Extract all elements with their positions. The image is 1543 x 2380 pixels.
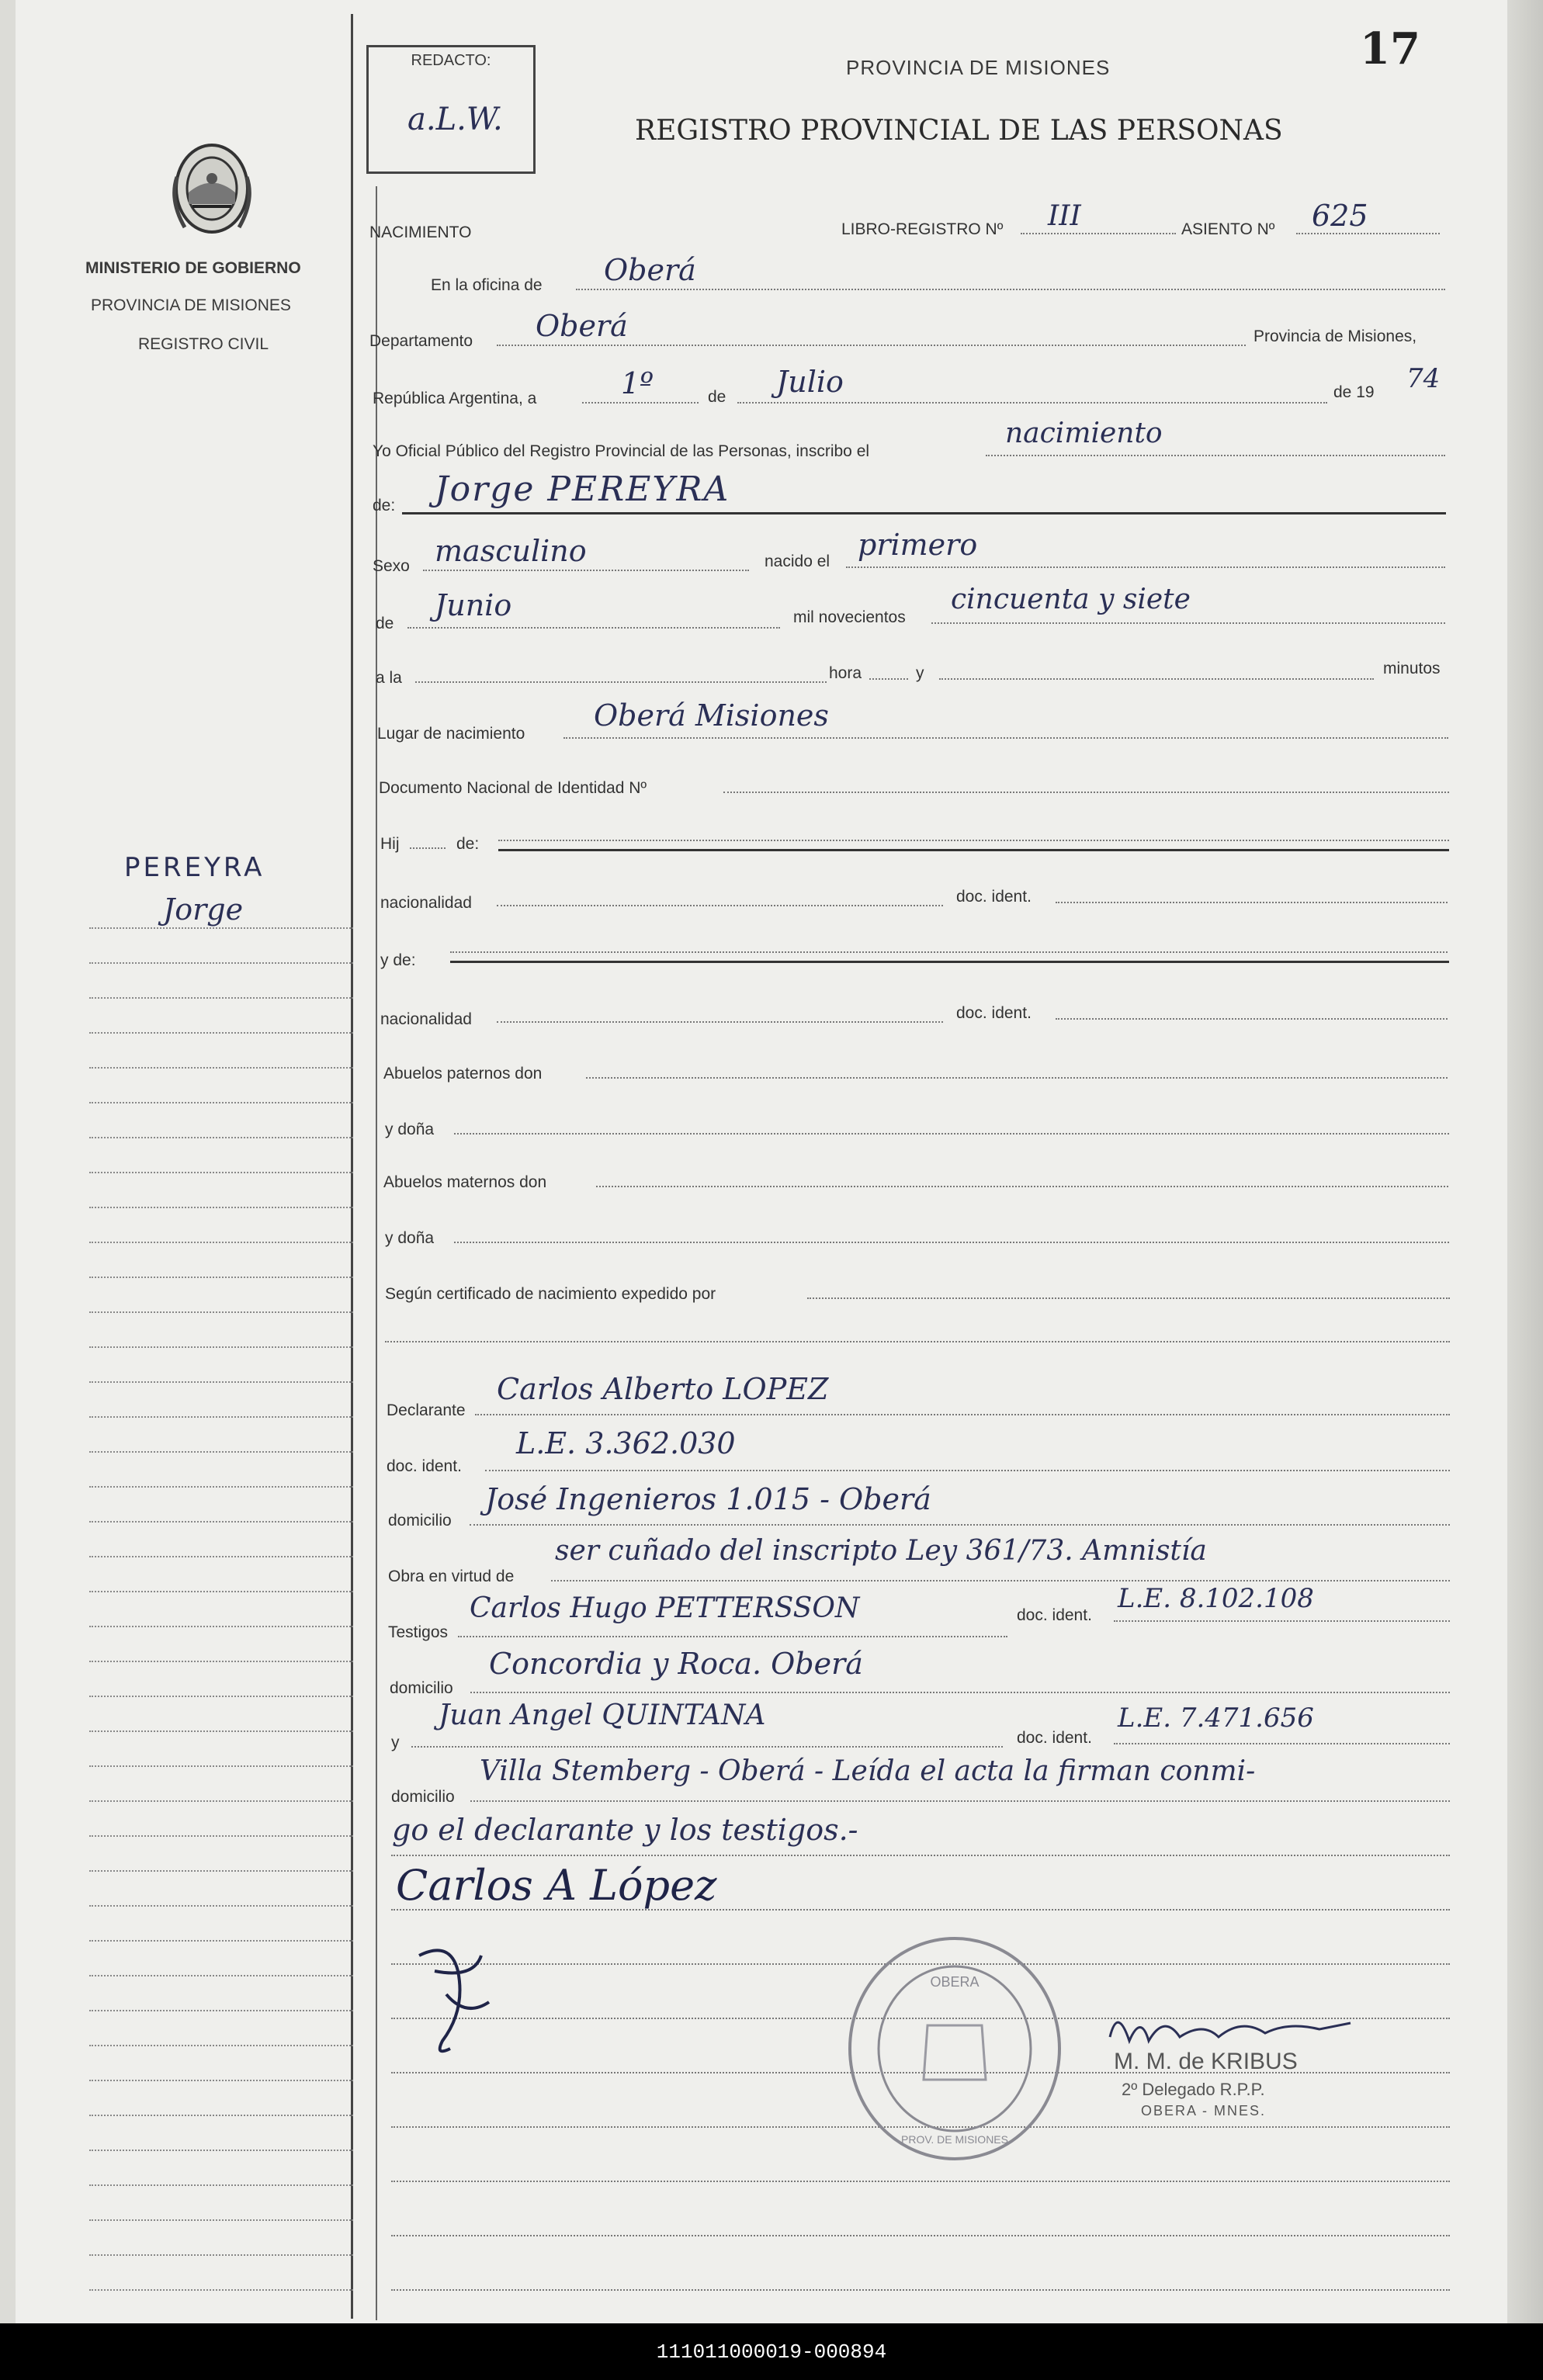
nacido-line: [846, 566, 1445, 568]
registrant-name: Jorge PEREYRA: [435, 469, 730, 509]
departamento-line: [497, 345, 1246, 346]
redacto-initials: a.L.W.: [407, 102, 503, 137]
minutos-label: minutos: [1383, 660, 1441, 677]
margin-line: [89, 1172, 353, 1173]
month-line: [737, 402, 1327, 404]
segun-line: [807, 1297, 1450, 1299]
parent1-dotted: [498, 840, 1449, 841]
margin-line: [89, 2254, 353, 2256]
y-dona2-line: [454, 1242, 1449, 1243]
mil-value: cincuenta y siete: [951, 584, 1191, 615]
domicilio3-value: Villa Stemberg - Oberá - Leída el acta la firman conmi-: [480, 1755, 1256, 1787]
margin-line: [89, 1556, 353, 1557]
margin-line: [89, 2010, 353, 2011]
declarante-label: Declarante: [387, 1401, 466, 1419]
oficina-label: En la oficina de: [431, 276, 543, 294]
oficial-value: nacimiento: [1005, 417, 1163, 449]
de-parent-label: de:: [456, 835, 480, 853]
year-label: de 19: [1333, 383, 1375, 401]
margin-line: [89, 1451, 353, 1453]
official-name: M. M. de KRIBUS: [1114, 2049, 1298, 2074]
margin-line: [89, 1277, 353, 1278]
margin-line: [89, 2045, 353, 2046]
margin-line: [89, 1870, 353, 1872]
margin-line: [89, 1137, 353, 1138]
sexo-label: Sexo: [373, 557, 410, 575]
dni-line: [723, 792, 1449, 793]
margin-line: [89, 1416, 353, 1418]
hij-line: [410, 847, 446, 849]
redacto-label: REDACTO:: [411, 52, 491, 69]
abuelos-paternos-label: Abuelos paternos don: [383, 1065, 543, 1083]
oficina-value: Oberá: [604, 253, 696, 287]
year-value: 74: [1406, 363, 1441, 394]
margin-line: [89, 1940, 353, 1942]
margin-line: [89, 2219, 353, 2221]
margin-given-name: Jorge: [163, 892, 244, 927]
registry-title: REGISTRO PROVINCIAL DE LAS PERSONAS: [635, 115, 1283, 147]
testigo1-value: Carlos Hugo PETTERSSON: [470, 1592, 860, 1624]
y-de-label: y de:: [380, 951, 416, 969]
oficina-line: [576, 289, 1445, 290]
parent2-dotted: [450, 951, 1448, 953]
docident4-label: doc. ident.: [1017, 1606, 1092, 1624]
day-line: [582, 402, 699, 404]
y-dona1-line: [454, 1133, 1449, 1135]
y-dona1-label: y doña: [385, 1121, 435, 1138]
civil-registry-line: REGISTRO CIVIL: [138, 335, 269, 353]
margin-line: [89, 1975, 353, 1976]
de-label: de: [708, 388, 726, 406]
docident5-value: L.E. 7.471.656: [1118, 1703, 1314, 1734]
margin-line: [89, 962, 353, 964]
margin-line: [89, 1067, 353, 1069]
departamento-label: Departamento: [369, 332, 473, 350]
oficial-label: Yo Oficial Público del Registro Provincial de las Personas, inscribo el: [373, 442, 870, 460]
margin-line: [89, 1381, 353, 1383]
mil-line: [931, 622, 1445, 624]
y-dona2-label: y doña: [385, 1229, 435, 1247]
margin-line: [89, 1486, 353, 1488]
hora-label: hora: [829, 664, 862, 682]
margin-line: [89, 1242, 353, 1243]
margin-line: [89, 1765, 353, 1767]
parent1-line: [498, 849, 1449, 851]
hora-line: [869, 678, 908, 680]
lugar-label: Lugar de nacimiento: [377, 725, 525, 743]
page-left-edge: [0, 0, 16, 2323]
blank-line: [391, 2181, 1450, 2182]
province-line: PROVINCIA DE MISIONES: [91, 296, 291, 314]
asiento-label: ASIENTO Nº: [1181, 220, 1275, 238]
margin-line: [89, 1696, 353, 1697]
declarante-line: [475, 1414, 1450, 1415]
month2-value: Junio: [435, 588, 512, 622]
a-la-line: [415, 681, 827, 683]
docident1-line: [1056, 902, 1448, 903]
sexo-line: [423, 570, 749, 571]
segun-line-2: [385, 1341, 1450, 1342]
domicilio2-value: Concordia y Roca. Oberá: [489, 1647, 863, 1681]
libro-value: III: [1048, 200, 1081, 232]
closing-line: [391, 1855, 1450, 1856]
closing-text: go el declarante y los testigos.-: [392, 1813, 858, 1847]
testigos-label: Testigos: [388, 1623, 449, 1641]
margin-line: [89, 1730, 353, 1732]
testigo1-line: [458, 1636, 1007, 1637]
margin-rule: [351, 14, 353, 2319]
official-place: OBERA - MNES.: [1141, 2103, 1267, 2118]
declarante-signature: Carlos A López: [396, 1861, 717, 1910]
month-value: Julio: [776, 365, 844, 399]
docident2-label: doc. ident.: [956, 1004, 1032, 1022]
nacionalidad2-label: nacionalidad: [380, 1010, 472, 1028]
margin-line: [89, 1311, 353, 1313]
day-value: 1º: [621, 366, 654, 400]
docident5-label: doc. ident.: [1017, 1729, 1092, 1747]
docident3-line: [485, 1470, 1450, 1471]
margin-line: [89, 1207, 353, 1208]
margin-line: [89, 1102, 353, 1103]
docident2-line: [1056, 1018, 1448, 1020]
domicilio1-line: [470, 1524, 1450, 1526]
abuelos-paternos-line: [586, 1077, 1448, 1079]
margin-line: [89, 1661, 353, 1662]
domicilio1-label: domicilio: [388, 1512, 452, 1530]
nacionalidad2-line: [497, 1021, 943, 1023]
mil-label: mil novecientos: [793, 608, 906, 626]
margin-surname: PEREYRA: [124, 852, 265, 883]
witness-signature-icon: [404, 1924, 512, 2064]
sexo-value: masculino: [435, 534, 587, 568]
hij-label: Hij: [380, 835, 400, 853]
domicilio2-line: [470, 1692, 1450, 1693]
image-id-footer: 111011000019-000894: [0, 2323, 1543, 2380]
obra-line: [551, 1580, 1450, 1581]
seal-top-text: OBERA: [930, 1974, 980, 1990]
testigo2-line: [411, 1746, 1003, 1748]
margin-line: [89, 2184, 353, 2186]
domicilio2-label: domicilio: [390, 1679, 453, 1697]
official-title: 2º Delegado R.P.P.: [1122, 2080, 1265, 2099]
domicilio1-value: José Ingenieros 1.015 - Oberá: [485, 1482, 931, 1516]
nacido-value: primero: [858, 528, 978, 562]
nacido-label: nacido el: [765, 553, 830, 570]
margin-line: [89, 2150, 353, 2151]
docident4-line: [1114, 1620, 1450, 1622]
blank-line: [391, 2289, 1450, 2291]
docident1-label: doc. ident.: [956, 888, 1032, 906]
parent2-line: [450, 961, 1449, 963]
margin-line: [89, 1032, 353, 1034]
provincial-emblem-icon: [161, 130, 262, 247]
y2-label: y: [391, 1734, 400, 1751]
docident5-line: [1114, 1743, 1450, 1744]
obra-value: ser cuñado del inscripto Ley 361/73. Amnistía: [555, 1535, 1207, 1567]
docident3-value: L.E. 3.362.030: [516, 1426, 736, 1460]
ministry-line: MINISTERIO DE GOBIERNO: [85, 259, 301, 277]
folio-number: 17: [1360, 23, 1420, 74]
y-label: y: [916, 664, 924, 682]
dni-label: Documento Nacional de Identidad Nº: [379, 779, 647, 797]
margin-line: [89, 927, 353, 929]
oficial-line: [986, 455, 1445, 456]
redacto-box: [366, 45, 536, 174]
blank-line: [391, 2235, 1450, 2236]
lugar-value: Oberá Misiones: [594, 698, 829, 733]
domicilio3-label: domicilio: [391, 1788, 455, 1806]
testigo2-value: Juan Angel QUINTANA: [439, 1699, 766, 1731]
segun-label: Según certificado de nacimiento expedido por: [385, 1285, 716, 1303]
month2-line: [407, 627, 780, 629]
obra-label: Obra en virtud de: [388, 1568, 515, 1585]
republica-label: República Argentina, a: [373, 390, 537, 407]
asiento-value: 625: [1312, 199, 1368, 233]
a-la-label: a la: [376, 669, 402, 687]
official-seal-icon: [842, 1932, 1067, 2165]
asiento-line: [1296, 233, 1440, 234]
record-type-label: NACIMIENTO: [369, 223, 472, 241]
provincia-label: Provincia de Misiones,: [1253, 327, 1417, 345]
nacionalidad1-label: nacionalidad: [380, 894, 472, 912]
seal-bottom-text: PROV. DE MISIONES: [901, 2133, 1008, 2146]
margin-line: [89, 1905, 353, 1907]
margin-line: [89, 1591, 353, 1592]
declarante-value: Carlos Alberto LOPEZ: [497, 1372, 829, 1406]
margin-line: [89, 1626, 353, 1627]
lugar-line: [563, 737, 1448, 739]
margin-line: [89, 1346, 353, 1348]
libro-label: LIBRO-REGISTRO Nº: [841, 220, 1004, 238]
abuelos-maternos-label: Abuelos maternos don: [383, 1173, 547, 1191]
libro-line: [1021, 233, 1176, 234]
margin-line: [89, 2115, 353, 2116]
margin-line: [89, 997, 353, 999]
abuelos-maternos-line: [596, 1186, 1448, 1187]
nacionalidad1-line: [497, 905, 943, 906]
margin-line: [89, 1835, 353, 1837]
margin-line: [89, 1800, 353, 1802]
docident4-value: L.E. 8.102.108: [1118, 1583, 1314, 1614]
de-name-label: de:: [373, 497, 396, 514]
departamento-value: Oberá: [536, 309, 628, 343]
name-line: [402, 512, 1446, 514]
margin-line: [89, 2289, 353, 2291]
page-right-edge: [1507, 0, 1543, 2323]
province-heading: PROVINCIA DE MISIONES: [846, 56, 1111, 79]
margin-line: [89, 1521, 353, 1523]
de-month-label: de: [376, 615, 394, 632]
margin-line: [89, 2080, 353, 2081]
domicilio3-line: [470, 1800, 1450, 1802]
docident3-label: doc. ident.: [387, 1457, 462, 1475]
minutos-line: [939, 678, 1374, 680]
